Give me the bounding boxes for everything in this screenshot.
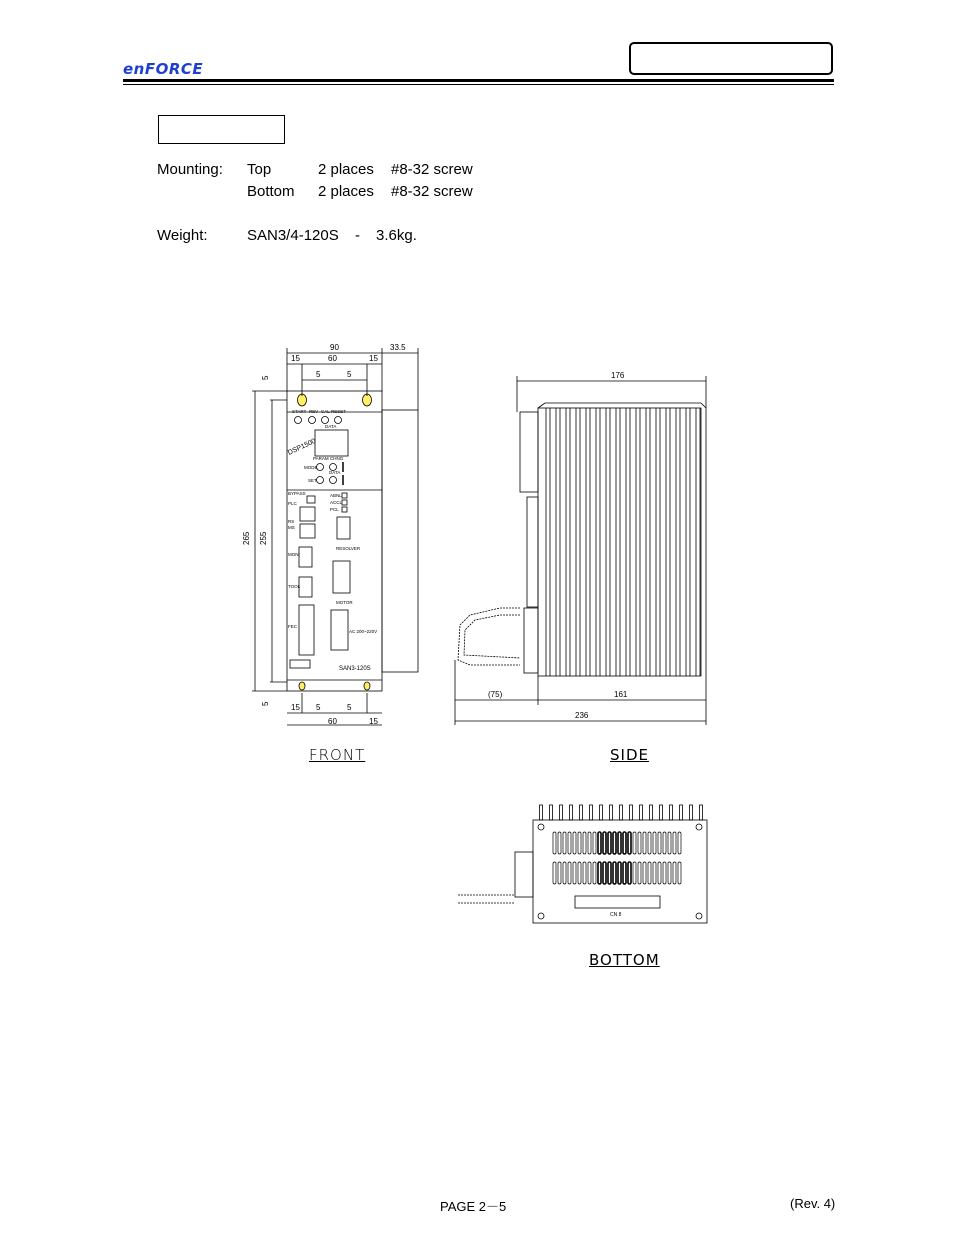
vent-slot bbox=[613, 862, 616, 884]
dim-bottom-hole-right: 5 bbox=[347, 703, 352, 712]
vent-slot bbox=[603, 862, 606, 884]
vent-slot bbox=[573, 862, 576, 884]
reset-button-icon bbox=[335, 417, 342, 424]
vent-slot bbox=[678, 862, 681, 884]
bottom-left-mount-hole bbox=[299, 682, 305, 690]
mounting-bottom-places: 2 places bbox=[318, 183, 374, 200]
bottom-fin-tip bbox=[610, 805, 613, 820]
vent-slot bbox=[578, 832, 581, 854]
bottom-fin-tip bbox=[660, 805, 663, 820]
label-accl: ACCL bbox=[330, 500, 343, 505]
label-tool: TOOL bbox=[288, 584, 301, 589]
vent-slot bbox=[593, 832, 596, 854]
vent-slot bbox=[583, 862, 586, 884]
bottom-vent-slots-row1 bbox=[553, 832, 681, 854]
bottom-fin-tip bbox=[670, 805, 673, 820]
label-mode: MODE bbox=[304, 465, 318, 470]
dim-bottom-margin: 5 bbox=[261, 701, 270, 706]
side-caption: SIDE bbox=[610, 746, 649, 764]
vent-slot bbox=[653, 832, 656, 854]
side-cooling-fins bbox=[546, 408, 700, 676]
label-motor: MOTOR bbox=[336, 600, 353, 605]
label-rev: REV bbox=[309, 409, 319, 414]
dim-margin-right: 15 bbox=[369, 354, 378, 363]
vent-slot bbox=[658, 862, 661, 884]
weight-separator: - bbox=[355, 227, 360, 244]
vent-slot bbox=[648, 832, 651, 854]
label-start: START bbox=[292, 409, 307, 414]
dim-side-cable: (75) bbox=[488, 690, 503, 699]
bottom-fin-tip bbox=[590, 805, 593, 820]
mounting-label: Mounting: bbox=[157, 161, 223, 178]
label-moni: MONI bbox=[288, 552, 300, 557]
label-ms: MS bbox=[288, 525, 295, 530]
page-number: PAGE 2－5 bbox=[440, 1199, 507, 1214]
label-bypass: BYPASS bbox=[288, 491, 306, 496]
label-chng: CHNG bbox=[330, 456, 344, 461]
vent-slot bbox=[628, 862, 631, 884]
dim-overall-width: 90 bbox=[330, 343, 339, 352]
vent-slot bbox=[623, 832, 626, 854]
vent-slot bbox=[553, 832, 556, 854]
label-model: SAN3-120S bbox=[339, 666, 371, 672]
vent-slot bbox=[588, 862, 591, 884]
weight-value: 3.6kg. bbox=[376, 227, 417, 244]
mounting-top-places: 2 places bbox=[318, 161, 374, 178]
bottom-vent-slots-row2 bbox=[553, 862, 681, 884]
dim-margin-left: 15 bbox=[291, 354, 300, 363]
vent-slot bbox=[568, 862, 571, 884]
label-ac: AC 200~220V bbox=[349, 629, 378, 634]
vent-slot bbox=[643, 862, 646, 884]
bottom-fin-tip bbox=[700, 805, 703, 820]
mounting-bottom-screw: #8-32 screw bbox=[391, 183, 473, 200]
bottom-caption: BOTTOM bbox=[589, 951, 660, 969]
bottom-fin-tip bbox=[640, 805, 643, 820]
label-abnl: ABNL bbox=[330, 493, 342, 498]
vent-slot bbox=[598, 832, 601, 854]
dim-bottom-margin-left: 15 bbox=[291, 703, 300, 712]
bottom-right-mount-hole bbox=[364, 682, 370, 690]
vent-slot bbox=[668, 862, 671, 884]
vent-slot bbox=[643, 832, 646, 854]
vent-slot bbox=[568, 832, 571, 854]
bottom-fin-tip bbox=[550, 805, 553, 820]
bottom-fin-tip bbox=[560, 805, 563, 820]
vent-slot bbox=[613, 832, 616, 854]
bottom-screw-bl bbox=[538, 913, 544, 919]
label-fec: FEC bbox=[288, 624, 297, 629]
bottom-screw-tl bbox=[538, 824, 544, 830]
label-rs: RS bbox=[288, 519, 295, 524]
mounting-top-screw: #8-32 screw bbox=[391, 161, 473, 178]
side-body-outline bbox=[538, 408, 701, 676]
vent-slot bbox=[608, 832, 611, 854]
weight-model: SAN3/4-120S bbox=[247, 227, 339, 244]
bottom-fin-tip bbox=[540, 805, 543, 820]
vent-slot bbox=[668, 832, 671, 854]
dim-side-top: 176 bbox=[611, 371, 625, 380]
label-datab: DATA bbox=[329, 470, 341, 475]
vent-slot bbox=[578, 862, 581, 884]
label-param: PARAM bbox=[313, 456, 329, 461]
bottom-fin-tip bbox=[690, 805, 693, 820]
vent-slot bbox=[603, 832, 606, 854]
label-pcl: PCL bbox=[330, 507, 339, 512]
vent-slot bbox=[658, 832, 661, 854]
label-brand: DSP1500 bbox=[286, 437, 318, 457]
front-view bbox=[252, 348, 418, 725]
vent-slot bbox=[673, 832, 676, 854]
front-depth-outline bbox=[382, 410, 418, 672]
bottom-fin-tip bbox=[620, 805, 623, 820]
dim-top-margin: 5 bbox=[261, 375, 270, 380]
bottom-fin-tip bbox=[680, 805, 683, 820]
revision: (Rev. 4) bbox=[790, 1196, 836, 1211]
vent-slot bbox=[618, 832, 621, 854]
display-window bbox=[315, 430, 348, 456]
vent-slot bbox=[623, 862, 626, 884]
vent-slot bbox=[598, 862, 601, 884]
label-cal: CAL bbox=[321, 409, 330, 414]
vent-slot bbox=[673, 862, 676, 884]
bottom-fin-tip bbox=[570, 805, 573, 820]
vent-slot bbox=[653, 862, 656, 884]
cn8-connector bbox=[575, 896, 660, 908]
vent-slot bbox=[633, 862, 636, 884]
vent-slot bbox=[553, 862, 556, 884]
vent-slot bbox=[638, 862, 641, 884]
enforce-logo: enFORCE bbox=[123, 60, 204, 78]
front-panel-outline bbox=[287, 391, 382, 691]
label-plc: PLC bbox=[288, 501, 297, 506]
bottom-screw-tr bbox=[696, 824, 702, 830]
dim-side-bottom: 161 bbox=[614, 690, 628, 699]
rev-button-icon bbox=[309, 417, 316, 424]
dim-hole-left: 5 bbox=[316, 370, 321, 379]
vent-slot bbox=[563, 862, 566, 884]
bottom-fin-tip bbox=[600, 805, 603, 820]
bottom-fin-tips bbox=[540, 805, 703, 820]
vent-slot bbox=[593, 862, 596, 884]
vent-slot bbox=[618, 862, 621, 884]
vent-slot bbox=[558, 862, 561, 884]
vent-slot bbox=[633, 832, 636, 854]
vent-slot bbox=[608, 862, 611, 884]
mounting-top-position: Top bbox=[247, 161, 272, 178]
bottom-fin-tip bbox=[630, 805, 633, 820]
vent-slot bbox=[648, 862, 651, 884]
vent-slot bbox=[678, 832, 681, 854]
label-reset: RESET bbox=[331, 409, 347, 414]
dim-hole-right: 5 bbox=[347, 370, 352, 379]
label-cn8: CN 8 bbox=[610, 912, 622, 918]
dim-bottom-margin-right: 15 bbox=[369, 717, 378, 726]
vent-slot bbox=[583, 832, 586, 854]
dim-height-total: 265 bbox=[242, 531, 251, 545]
vent-slot bbox=[663, 832, 666, 854]
bottom-fin-tip bbox=[650, 805, 653, 820]
dim-side-total: 236 bbox=[575, 711, 589, 720]
weight-label: Weight: bbox=[157, 227, 208, 244]
vent-slot bbox=[558, 832, 561, 854]
front-caption: FRONT bbox=[309, 746, 366, 764]
bottom-screw-br bbox=[696, 913, 702, 919]
bottom-fin-tip bbox=[580, 805, 583, 820]
label-set: SET bbox=[308, 478, 317, 483]
vent-slot bbox=[573, 832, 576, 854]
bottom-view bbox=[458, 805, 707, 923]
side-view bbox=[455, 376, 706, 725]
dim-depth-offset: 33.5 bbox=[390, 343, 406, 352]
dim-height-inner: 255 bbox=[259, 531, 268, 545]
vent-slot bbox=[638, 832, 641, 854]
dim-center: 60 bbox=[328, 354, 337, 363]
dim-bottom-hole-left: 5 bbox=[316, 703, 321, 712]
start-button-icon bbox=[295, 417, 302, 424]
vent-slot bbox=[663, 862, 666, 884]
vent-slot bbox=[563, 832, 566, 854]
label-resolver: RESOLVER bbox=[336, 546, 361, 551]
mounting-bottom-position: Bottom bbox=[247, 183, 295, 200]
vent-slot bbox=[588, 832, 591, 854]
vent-slot bbox=[628, 832, 631, 854]
label-data: DATA bbox=[325, 424, 337, 429]
dim-bottom-center: 60 bbox=[328, 717, 337, 726]
cal-button-icon bbox=[322, 417, 329, 424]
